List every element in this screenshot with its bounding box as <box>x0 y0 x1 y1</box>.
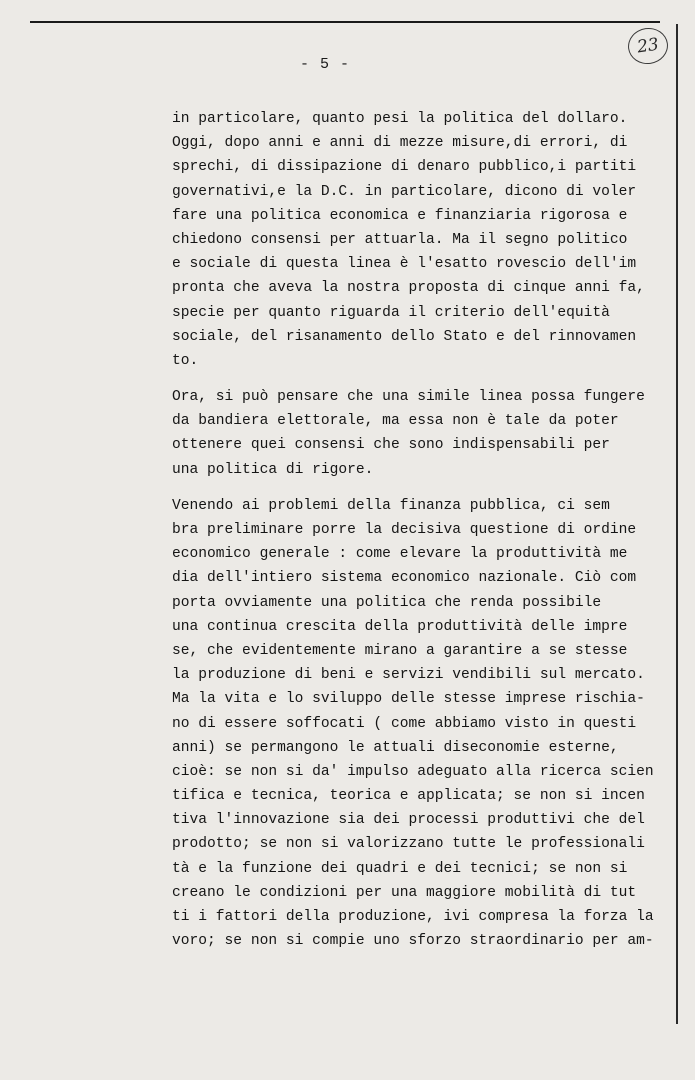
body-text <box>172 107 654 953</box>
text-line: porta ovviamente una politica che renda possibile <box>172 594 602 611</box>
text-line: ottenere quei consensi che sono indispensabili per <box>172 437 610 454</box>
text-line: la produzione di beni e servizi vendibili sul mercato. <box>172 667 645 684</box>
text-line: sprechi, di dissipazione di denaro pubblico,i partiti <box>172 159 637 176</box>
text-line: una politica di rigore. <box>172 461 374 478</box>
text-line: da bandiera elettorale, ma essa non è tale da poter <box>172 413 619 430</box>
text-line: una continua crescita della produttività delle impre <box>172 618 628 635</box>
paragraph <box>172 494 654 954</box>
text-line: pronta che aveva la nostra proposta di cinque anni fa, <box>172 280 645 297</box>
text-line: sociale, del risanamento dello Stato e del rinnovamen <box>172 328 637 345</box>
text-line: cioè: se non si da' impulso adeguato alla ricerca scien <box>172 763 654 780</box>
text-line: governativi,e la D.C. in particolare, dicono di voler <box>172 183 637 200</box>
text-line: bra preliminare porre la decisiva questione di ordine <box>172 522 637 538</box>
page-stamp: 23 <box>626 25 671 66</box>
text-line: dia dell'intiero sistema economico nazionale. Ciò com <box>172 570 637 587</box>
text-line: economico generale : come elevare la produttività me <box>172 546 628 563</box>
page-edge-line <box>676 24 678 1024</box>
text-line: tifica e tecnica, teorica e applicata; se non si incen <box>172 788 645 805</box>
paragraph <box>172 107 645 373</box>
text-line: fare una politica economica e finanziaria rigorosa e <box>172 207 628 224</box>
text-line: prodotto; se non si valorizzano tutte le professionali <box>172 836 645 853</box>
text-line: to. <box>172 352 199 369</box>
text-line: chiedono consensi per attuarla. Ma il segno politico <box>172 231 628 248</box>
text-line: anni) se permangono le attuali diseconomie esterne, <box>172 739 619 756</box>
text-line: in particolare, quanto pesi la politica del dollaro. <box>172 111 628 127</box>
text-line: no di essere soffocati ( come abbiamo visto in questi <box>172 715 637 732</box>
text-line: voro; se non si compie uno sforzo straordinario per am- <box>172 933 654 950</box>
text-line: Ma la vita e lo sviluppo delle stesse imprese rischia- <box>172 691 645 708</box>
page-number: - 5 - <box>299 56 350 73</box>
text-line: se, che evidentemente mirano a garantire a se stesse <box>172 642 628 659</box>
text-line: Oggi, dopo anni e anni di mezze misure,di errori, di <box>172 135 628 152</box>
text-line: tà e la funzione dei quadri e dei tecnici; se non si <box>172 860 628 877</box>
text-line: Venendo ai problemi della finanza pubblica, ci sem <box>172 497 610 514</box>
paragraph <box>172 385 645 482</box>
top-rule <box>30 21 660 23</box>
text-line: e sociale di questa linea è l'esatto rovescio dell'im <box>172 256 637 273</box>
text-line: ti i fattori della produzione, ivi compresa la forza la <box>172 909 654 925</box>
text-line: tiva l'innovazione sia dei processi produttivi che del <box>172 812 645 829</box>
text-line: specie per quanto riguarda il criterio dell'equità <box>172 304 610 321</box>
text-line: creano le condizioni per una maggiore mobilità di tut <box>172 884 637 901</box>
text-line: Ora, si può pensare che una simile linea possa fungere <box>172 389 645 406</box>
